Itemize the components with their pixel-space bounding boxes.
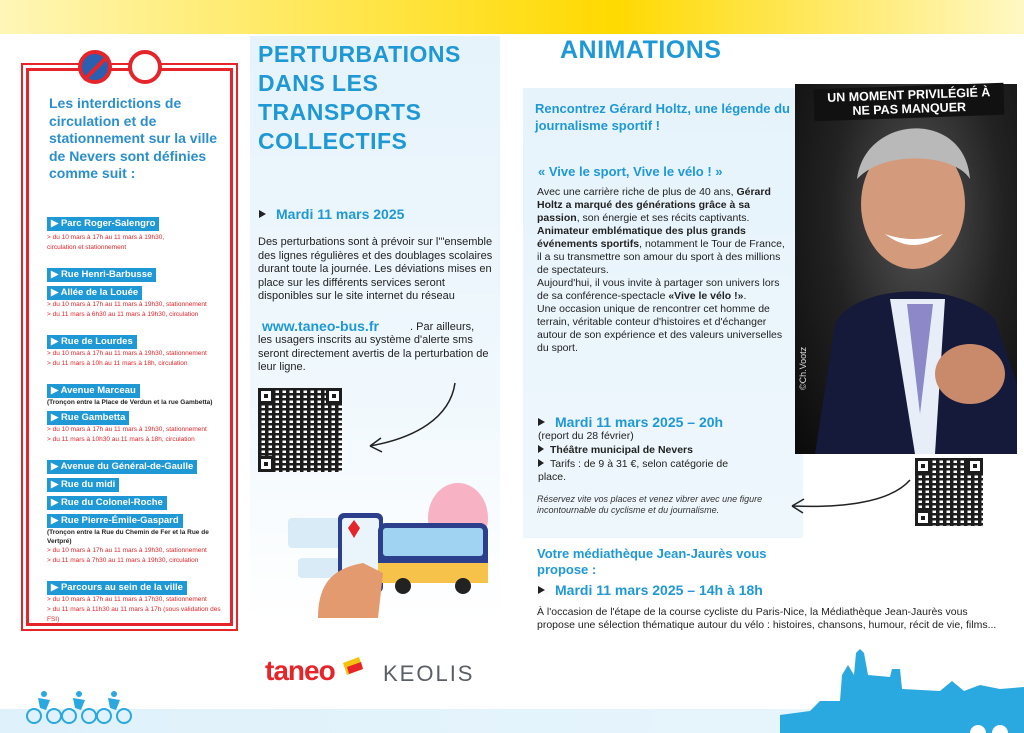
keolis-logo: KEOLIS: [383, 661, 475, 686]
event-details: [538, 430, 758, 485]
road-detail: > du 10 mars à 17h au 11 mars à 19h30, stationnement: [47, 547, 207, 554]
taneo-logo: taneo: [265, 655, 335, 686]
transport-text: Des perturbations sont à prévoir sur l'"ensemble des lignes régulières et des doublages scolaires durant toute la journée. Les déviations mises en place sur les différents services seront disponibles sur le site internet du réseau: [258, 236, 493, 302]
road-label: ▶ Avenue Marceau: [47, 384, 140, 398]
traffic-restrictions-panel: [26, 68, 233, 626]
event-venue-row: [538, 444, 758, 457]
road-label: ▶ Rue Henri-Barbusse: [47, 268, 156, 282]
conference-title: « Vive le sport, Vive le vélo ! »: [538, 164, 723, 179]
transport-date: [259, 206, 404, 222]
bullet-icon: [538, 586, 545, 594]
animations-title: ANIMATIONS: [560, 36, 722, 64]
transport-text-continued: . Par ailleurs,: [410, 321, 475, 333]
top-banner: [0, 0, 1024, 34]
transport-qr-code[interactable]: [258, 388, 342, 472]
road-group: [47, 331, 233, 369]
nevers-skyline-icon: [780, 645, 1024, 733]
road-detail: > du 11 mars à 6h30 au 11 mars à 19h30, circulation: [47, 311, 199, 318]
road-group: [47, 264, 233, 320]
arrow-to-event-qr-icon: [780, 468, 915, 518]
road-label: ▶ Allée de la Louée: [47, 286, 142, 300]
meet-headline: Rencontrez Gérard Holtz, une légende du journalisme sportif !: [535, 101, 790, 133]
bullet-icon: [259, 210, 266, 218]
event-venue: Théâtre municipal de Nevers: [550, 444, 693, 456]
event-tarifs: Tarifs : de 9 à 31 €, selon catégorie de place.: [538, 458, 729, 483]
road-group: [47, 456, 233, 566]
road-label: ▶ Avenue du Général-de-Gaulle: [47, 460, 197, 474]
event-qr-code[interactable]: [915, 458, 983, 526]
reservation-note: Réservez vite vos places et venez vibrer avec une figure incontournable du cyclisme et du journalisme.: [537, 494, 763, 515]
road-note: (Tronçon entre la Place de Verdun et la rue Gambetta): [47, 399, 213, 406]
road-detail: > du 10 mars à 17h au 11 mars à 19h30, stationnement: [47, 426, 207, 433]
road-label: ▶ Rue de Lourdes: [47, 335, 137, 349]
event-report: (report du 28 février): [538, 430, 634, 442]
bullet-icon: [538, 459, 544, 467]
restrictions-title: Les interdictions de circulation et de stationnement sur la ville de Nevers sont définies comme suit :: [49, 95, 218, 181]
road-group: [47, 213, 233, 253]
no-traffic-sign-icon: [128, 50, 162, 84]
road-detail: > du 11 mars à 10h30 au 11 mars à 18h, circulation: [47, 436, 195, 443]
mediatheque-text: À l'occasion de l'étape de la course cycliste du Paris-Nice, la Médiathèque Jean-Jaurès vous propose une sélection thématique autour du vélo : histoires, chansons, humour, récit de vie, films...: [537, 606, 997, 631]
mediatheque-date-label: Mardi 11 mars 2025 – 14h à 18h: [555, 582, 763, 598]
mediatheque-date: [538, 582, 763, 598]
road-detail: > du 11 mars à 11h30 au 11 mars à 17h (sous validation des FSI): [47, 606, 221, 623]
event-date: [538, 414, 723, 430]
portrait-illustration: [795, 84, 1017, 454]
transport-title: PERTURBATIONS DANS LES TRANSPORTS COLLECTIFS: [258, 41, 461, 154]
transport-text-2: les usagers inscrits au système d'alerte sms seront directement avertis de la perturbation de leur ligne.: [258, 334, 489, 373]
transport-date-label: Mardi 11 mars 2025: [276, 206, 405, 222]
road-list: [47, 213, 233, 636]
bio-text: Avec une carrière riche de plus de 40 ans, Gérard Holtz a marqué des générations grâce à sa passion, son énergie et ses récits captivants. Animateur emblématique des plus grands événements sportifs, notamment le Tour de France, il a su transmettre son amour du sport à des millions de spectateurs. Aujourd'hui, il vous invite à partager son univers lors de sa conférence-spectacle «Vive le vélo !». Une occasion unique de rencontrer cet homme de terrain, véritable conteur d'histoires et d'échanger autour de son expérience et des valeurs universelles du sport.: [537, 186, 785, 354]
gerard-holtz-photo: [795, 84, 1017, 454]
road-label: ▶ Parcours au sein de la ville: [47, 581, 187, 595]
road-note: (Tronçon entre la Rue du Chemin de Fer et la Rue de Vertpré): [47, 529, 209, 545]
arrow-to-qr-icon: [355, 378, 465, 458]
event-tarifs-row: [538, 458, 758, 484]
bus-app-illustration: [268, 478, 500, 618]
road-detail: > du 10 mars à 17h au 11 mars à 19h30, stationnement: [47, 350, 207, 357]
taneo-logo-icon: [341, 655, 365, 677]
cyclists-icon: [24, 686, 134, 726]
road-label: ▶ Rue du Colonel-Roche: [47, 496, 167, 510]
road-detail: > du 10 mars à 17h au 11 mars à 19h30, stationnement: [47, 301, 207, 308]
road-label: ▶ Rue du midi: [47, 478, 119, 492]
mediatheque-title: Votre médiathèque Jean-Jaurès vous propose :: [537, 546, 767, 577]
partner-logos: [265, 655, 505, 687]
photo-credit: ©Ch.Vootz: [798, 346, 808, 390]
road-detail: > du 10 mars à 17h au 11 mars à 17h30, stationnement: [47, 596, 207, 603]
bullet-icon: [538, 445, 544, 453]
road-label: ▶ Parc Roger-Salengro: [47, 217, 159, 231]
road-detail: > du 10 mars à 17h au 11 mars à 19h30,: [47, 234, 165, 241]
bullet-icon: [538, 418, 545, 426]
road-label: ▶ Rue Pierre-Émile-Gaspard: [47, 514, 183, 528]
road-label: ▶ Rue Gambetta: [47, 411, 129, 425]
road-detail: circulation et stationnement: [47, 244, 127, 251]
no-parking-sign-icon: [78, 50, 112, 84]
road-group: [47, 577, 233, 625]
taneo-website-link[interactable]: www.taneo-bus.fr: [262, 318, 379, 334]
moment-badge: UN MOMENT PRIVILÉGIÉ À NE PAS MANQUER: [813, 83, 1004, 122]
road-group: [47, 380, 233, 445]
road-detail: > du 11 mars à 7h30 au 11 mars à 19h30, circulation: [47, 557, 199, 564]
road-detail: > du 11 mars à 10h au 11 mars à 18h, circulation: [47, 360, 188, 367]
event-date-label: Mardi 11 mars 2025 – 20h: [555, 414, 724, 430]
